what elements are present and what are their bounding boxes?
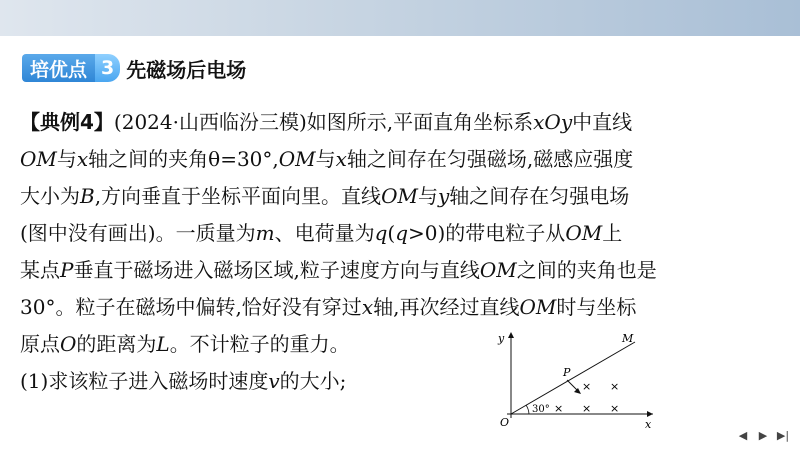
field-cross: × <box>582 380 592 393</box>
text-segment: y <box>437 184 450 208</box>
text-segment: ,方向垂直于坐标平面向里。直线 <box>94 184 382 208</box>
text-segment: 与 <box>417 184 438 208</box>
text-segment: 轴之间存在匀强磁场,磁感应强度 <box>346 147 634 171</box>
text-segment: 、电荷量为 <box>274 221 375 245</box>
y-axis-arrow <box>508 332 514 338</box>
section-title: 先磁场后电场 <box>126 57 247 82</box>
text-segment: 的距离为 <box>76 332 157 356</box>
text-segment: OM <box>381 184 418 208</box>
prev-slide-icon[interactable]: ◀ <box>738 429 748 442</box>
figure-diagram <box>495 330 665 435</box>
point-p-label: P <box>563 366 571 379</box>
text-segment: q <box>395 221 409 245</box>
x-axis-label: x <box>645 418 652 431</box>
text-segment: x <box>76 147 89 171</box>
example-label: 【典例4】 <box>20 110 114 134</box>
text-segment: OM <box>20 147 57 171</box>
y-axis-label: y <box>498 332 505 345</box>
origin-label: O <box>500 416 510 429</box>
problem-line <box>20 178 780 215</box>
text-segment: 的大小; <box>279 369 347 393</box>
text-segment: OM <box>519 295 557 319</box>
problem-line <box>20 252 780 289</box>
text-segment: 某点 <box>20 258 60 282</box>
text-segment: (1)求该粒子进入磁场时速度 <box>20 369 269 393</box>
text-segment: 时与坐标 <box>556 295 637 319</box>
text-segment: m <box>255 221 275 245</box>
text-segment: L <box>156 332 170 356</box>
coordinate-figure <box>495 330 665 435</box>
question-1 <box>20 363 780 400</box>
angle-arc <box>526 405 529 414</box>
text-segment: q <box>374 221 388 245</box>
field-cross: × <box>610 402 620 415</box>
text-segment: (图中没有画出)。一质量为 <box>20 221 256 245</box>
text-segment: xOy <box>533 110 573 134</box>
text-segment: ( <box>387 221 396 245</box>
problem-text <box>20 104 780 400</box>
problem-line <box>20 289 780 326</box>
velocity-arrowhead <box>574 388 581 394</box>
text-segment: OM <box>479 258 517 282</box>
text-segment: OM <box>278 147 316 171</box>
line-m-label: M <box>622 332 634 345</box>
next-slide-icon[interactable]: ▶ <box>758 429 768 442</box>
text-segment: 中直线 <box>572 110 633 134</box>
field-cross: × <box>554 402 564 415</box>
text-segment: >0)的带电粒子从 <box>408 221 566 245</box>
top-banner <box>0 0 800 36</box>
text-segment: 之间的夹角也是 <box>516 258 657 282</box>
text-segment: 原点 <box>20 332 60 356</box>
problem-line <box>20 141 780 178</box>
text-segment: (2024·山西临汾三模)如图所示,平面直角坐标系 <box>113 110 534 134</box>
text-segment: 。不计粒子的重力。 <box>169 332 350 356</box>
section-badge: 培优点 <box>22 54 95 82</box>
section-badge-number: 3 <box>95 54 120 82</box>
section-header <box>22 54 246 82</box>
text-segment: 轴之间存在匀强电场 <box>449 184 630 208</box>
text-segment: 上 <box>602 221 623 245</box>
text-segment: x <box>361 295 374 319</box>
text-segment: 30°。粒子在磁场中偏转,恰好没有穿过 <box>20 295 362 319</box>
text-segment: 与 <box>56 147 77 171</box>
problem-line <box>20 215 780 252</box>
last-slide-icon[interactable]: ▶| <box>776 429 790 442</box>
field-cross: × <box>610 380 620 393</box>
text-segment: 轴之间的夹角θ=30°, <box>88 147 279 171</box>
text-segment: OM <box>565 221 603 245</box>
text-segment: 垂直于磁场进入磁场区域,粒子速度方向与直线 <box>73 258 480 282</box>
text-segment: v <box>268 369 280 393</box>
text-segment: x <box>335 147 347 171</box>
field-cross: × <box>582 402 592 415</box>
problem-line <box>20 326 780 363</box>
text-segment: 轴,再次经过直线 <box>373 295 520 319</box>
text-segment: B <box>80 184 95 208</box>
x-axis-arrow <box>647 411 653 417</box>
problem-line <box>20 104 780 141</box>
angle-label: 30° <box>532 404 550 415</box>
text-segment: P <box>60 258 74 282</box>
slide-nav <box>736 430 790 442</box>
text-segment: 大小为 <box>20 184 80 208</box>
text-segment: O <box>60 332 77 356</box>
text-segment: 与 <box>315 147 336 171</box>
